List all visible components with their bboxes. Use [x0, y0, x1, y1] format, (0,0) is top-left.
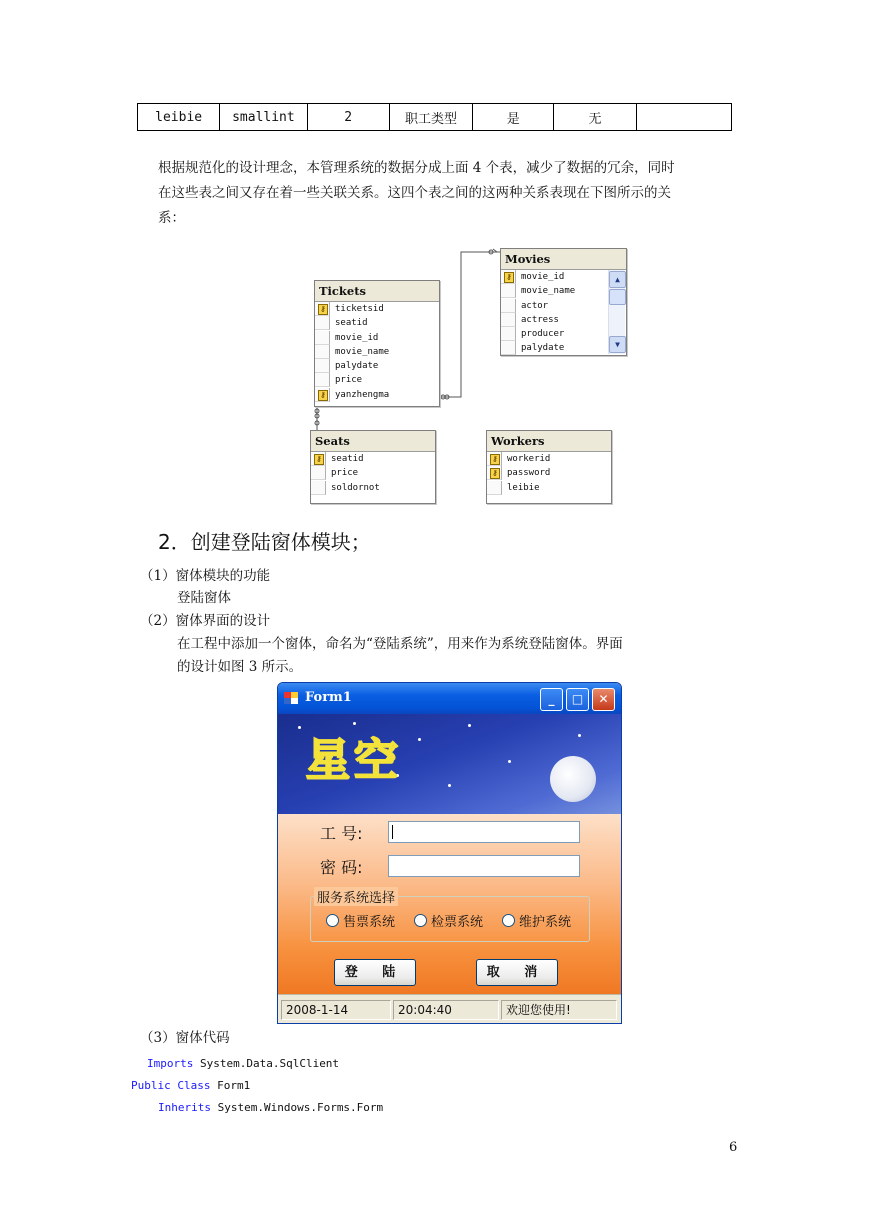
body-text: 登陆窗体 [177, 590, 231, 606]
seats-table [310, 430, 436, 504]
table-title: Seats [311, 431, 435, 452]
scroll-up-icon[interactable]: ▲ [609, 271, 626, 288]
text-cursor [392, 825, 393, 839]
key-icon: ⚷ [318, 390, 328, 401]
table-row [138, 104, 732, 131]
id-input[interactable] [388, 821, 580, 843]
field-row: ⚷ password [487, 466, 611, 480]
tickets-table [314, 280, 440, 407]
field-row: producer [501, 327, 626, 341]
field-row: ⚷ movie_id [501, 270, 626, 284]
field-row: movie_id [315, 331, 439, 345]
password-input[interactable] [388, 855, 580, 877]
field-row: palydate [315, 359, 439, 373]
scroll-down-icon[interactable]: ▼ [609, 336, 626, 353]
table-cell: 职工类型 [389, 104, 472, 131]
key-icon: ⚷ [504, 272, 514, 283]
code-line: Imports System.Data.SqlClient [147, 1057, 340, 1070]
key-icon: ⚷ [314, 454, 324, 465]
key-icon: ⚷ [318, 304, 328, 315]
radio-maintenance[interactable]: 维护系统 [502, 911, 571, 930]
section-heading: 2．创建登陆窗体模块； [158, 530, 371, 554]
field-row: ⚷ workerid [487, 452, 611, 466]
cancel-button[interactable]: 取 消 [476, 959, 558, 986]
workers-table [486, 430, 612, 504]
field-row: actress [501, 313, 626, 327]
er-diagram [300, 245, 640, 510]
radio-icon [326, 914, 339, 927]
id-label: 工 号: [320, 824, 363, 843]
subheading: （3）窗体代码 [140, 1030, 230, 1046]
app-icon [284, 691, 300, 705]
field-row: movie_name [501, 284, 626, 298]
radio-ticket-check[interactable]: 检票系统 [414, 911, 483, 930]
field-row: actor [501, 299, 626, 313]
table-title: Tickets [315, 281, 439, 302]
scroll-thumb[interactable] [609, 289, 626, 305]
moon-icon [550, 756, 596, 802]
key-icon: ⚷ [490, 454, 500, 465]
table-cell [636, 104, 731, 131]
subheading: （2）窗体界面的设计 [140, 613, 271, 629]
paragraph-line: 在这些表之间又存在着一些关联关系。这四个表之间的这两种关系表现在下图所示的关 [158, 185, 671, 201]
body-text: 的设计如图 3 所示。 [177, 659, 303, 675]
status-message: 欢迎您使用! [501, 1000, 617, 1020]
window-title: Form1 [305, 690, 352, 705]
logo: 星空 [306, 735, 402, 786]
maximize-icon[interactable]: □ [566, 688, 589, 711]
status-bar [278, 994, 621, 1024]
field-row: movie_name [315, 345, 439, 359]
table-cell: smallint [220, 104, 307, 131]
page-number: 6 [729, 1140, 738, 1155]
group-label: 服务系统选择 [314, 887, 398, 906]
field-row: seatid [315, 316, 439, 330]
field-row: ⚷ yanzhengma [315, 388, 439, 402]
code-line: Inherits System.Windows.Forms.Form [158, 1101, 384, 1114]
password-label: 密 码: [320, 858, 363, 877]
table-cell: 是 [473, 104, 554, 131]
title-bar[interactable] [278, 683, 621, 714]
close-icon[interactable]: ✕ [592, 688, 615, 711]
table-cell: leibie [138, 104, 220, 131]
radio-icon [502, 914, 515, 927]
paragraph-line: 根据规范化的设计理念，本管理系统的数据分成上面 4 个表，减少了数据的冗余，同时 [158, 160, 675, 176]
scrollbar[interactable] [608, 270, 625, 354]
table-title: Workers [487, 431, 611, 452]
minimize-icon[interactable]: _ [540, 688, 563, 711]
field-row: price [311, 466, 435, 480]
field-row: ⚷ ticketsid [315, 302, 439, 316]
field-row: price [315, 373, 439, 387]
table-cell: 2 [307, 104, 389, 131]
login-form-window [277, 682, 622, 1024]
paragraph-line: 系： [158, 210, 185, 226]
field-row: soldornot [311, 481, 435, 495]
movies-table [500, 248, 627, 356]
key-icon: ⚷ [490, 468, 500, 479]
field-row: ⚷ seatid [311, 452, 435, 466]
body-text: 在工程中添加一个窗体，命名为“登陆系统”，用来作为系统登陆窗体。界面 [177, 636, 623, 652]
radio-ticket-sale[interactable]: 售票系统 [326, 911, 395, 930]
table-title: Movies [501, 249, 626, 270]
code-line: Public Class Form1 [131, 1079, 251, 1092]
subheading: （1）窗体模块的功能 [140, 568, 271, 584]
status-time: 20:04:40 [393, 1000, 499, 1020]
login-button[interactable]: 登 陆 [334, 959, 416, 986]
table-cell: 无 [554, 104, 636, 131]
field-row: leibie [487, 481, 611, 495]
radio-icon [414, 914, 427, 927]
status-date: 2008-1-14 [281, 1000, 391, 1020]
field-table [137, 103, 732, 131]
field-row: palydate [501, 341, 626, 355]
body-paragraph [158, 156, 738, 231]
